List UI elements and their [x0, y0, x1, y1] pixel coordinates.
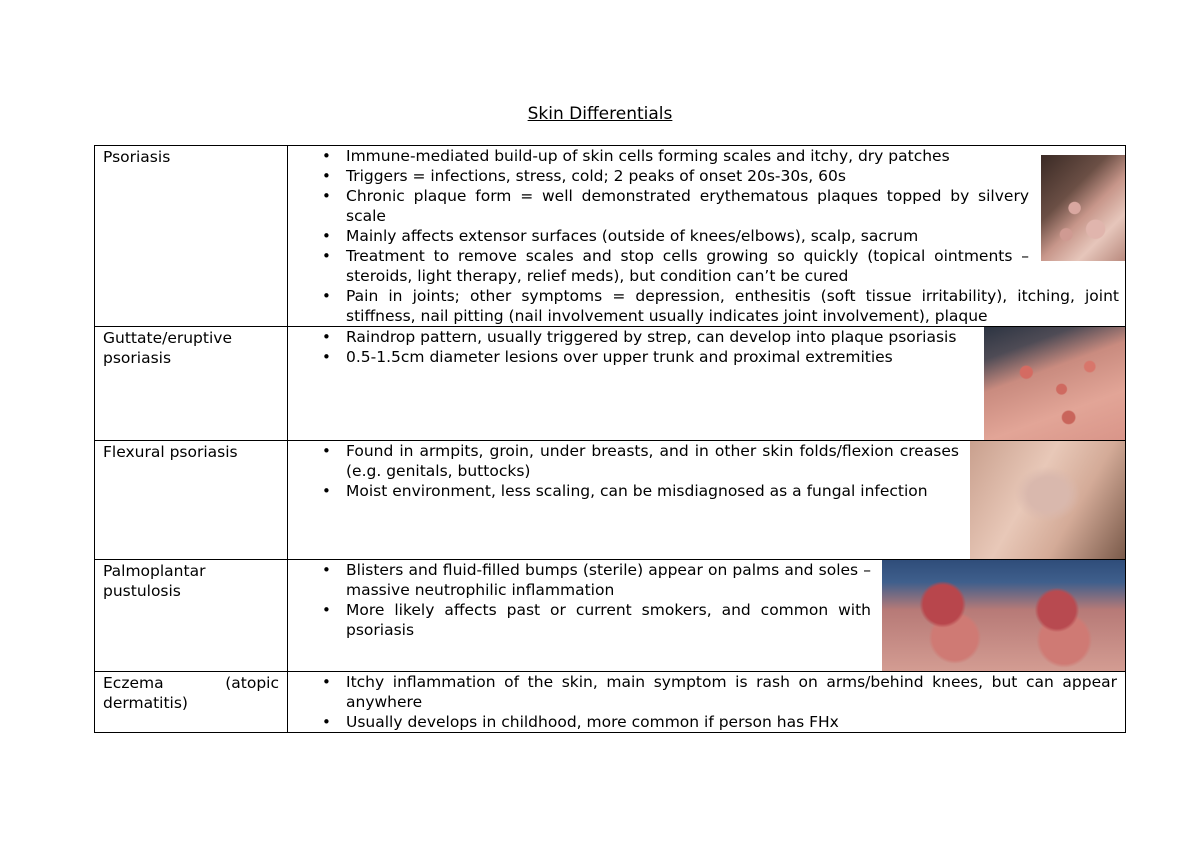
list-item: • Raindrop pattern, usually triggered by strep, can develop into plaque psoriasis: [288, 327, 971, 347]
description-cell: [288, 441, 1126, 560]
condition-name: Eczema (atopic: [103, 674, 279, 692]
condition-name: Flexural psoriasis: [103, 443, 238, 461]
guttate-psoriasis-image: [984, 327, 1125, 440]
bullet-list: [288, 441, 959, 501]
condition-name: psoriasis: [103, 349, 172, 367]
table-row: [95, 327, 1126, 441]
condition-name: dermatitis): [103, 694, 188, 712]
condition-name: Guttate/eruptive: [103, 329, 232, 347]
table-row: [95, 441, 1126, 560]
differentials-table: [94, 145, 1126, 733]
page-title: Skin Differentials: [527, 104, 673, 124]
bullet-list: [288, 146, 1125, 326]
condition-name: pustulosis: [103, 582, 181, 600]
table-row: [95, 560, 1126, 672]
table-row: [95, 672, 1126, 733]
list-item: • Triggers = infections, stress, cold; 2 peaks of onset 20s-30s, 60s: [288, 166, 1029, 186]
list-item: • Itchy inflammation of the skin, main symptom is rash on arms/behind knees, but can appear anywhere: [288, 672, 1117, 712]
description-cell: [288, 672, 1126, 733]
description-cell: [288, 327, 1126, 441]
list-item: • Treatment to remove scales and stop cells growing so quickly (topical ointments – steroids, light therapy, relief meds), but condition can’t be cured: [288, 246, 1029, 286]
condition-name: Palmoplantar: [103, 562, 206, 580]
condition-cell: [95, 146, 288, 327]
bullet-list: [288, 327, 971, 367]
description-cell: [288, 146, 1126, 327]
list-item: • Chronic plaque form = well demonstrated erythematous plaques topped by silvery scale: [288, 186, 1029, 226]
list-item: • Immune-mediated build-up of skin cells forming scales and itchy, dry patches: [288, 146, 1029, 166]
list-item: • 0.5-1.5cm diameter lesions over upper trunk and proximal extremities: [288, 347, 971, 367]
palmoplantar-pustulosis-image: [882, 560, 1125, 671]
list-item: • More likely affects past or current smokers, and common with psoriasis: [288, 600, 871, 640]
flexural-psoriasis-image: [970, 441, 1125, 559]
list-item: • Usually develops in childhood, more common if person has FHx: [288, 712, 1117, 732]
list-item: • Pain in joints; other symptoms = depression, enthesitis (soft tissue irritability), itching, joint stiffness, nail pitting (nail involvement usually indicates joint involvement), plaque: [288, 286, 1119, 326]
table-row: [95, 146, 1126, 327]
condition-cell: [95, 441, 288, 560]
description-cell: [288, 560, 1126, 672]
list-item: • Found in armpits, groin, under breasts, and in other skin folds/flexion creases (e.g. genitals, buttocks): [288, 441, 959, 481]
condition-cell: [95, 327, 288, 441]
condition-cell: [95, 672, 288, 733]
condition-cell: [95, 560, 288, 672]
list-item: • Blisters and fluid-filled bumps (sterile) appear on palms and soles – massive neutrophilic inflammation: [288, 560, 871, 600]
condition-name: Psoriasis: [103, 148, 171, 166]
bullet-list: [288, 672, 1117, 732]
list-item: • Moist environment, less scaling, can be misdiagnosed as a fungal infection: [288, 481, 959, 501]
bullet-list: [288, 560, 871, 640]
list-item: • Mainly affects extensor surfaces (outside of knees/elbows), scalp, sacrum: [288, 226, 1029, 246]
psoriasis-hand-image: [1041, 155, 1125, 261]
